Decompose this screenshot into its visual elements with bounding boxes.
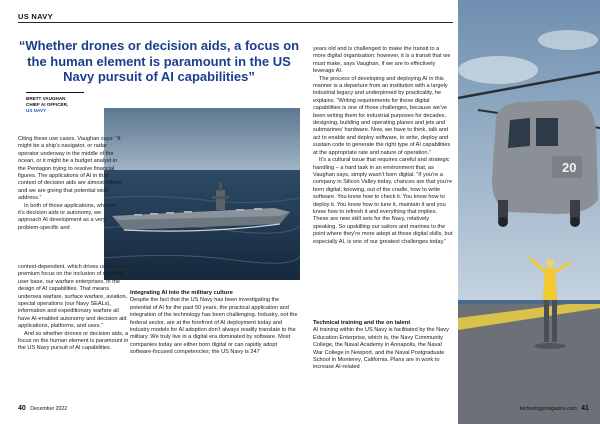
paragraph: It’s a cultural issue that requires careful and strategic handling – a hard task in an environment that, as Vaughan says, simply wasn’t born digital. “If you’re a company in Silicon Valley today, chances are that you’re born digital; knowing, out of the cradle, how to write software. You know how to check it. You know how to deploy it. You know how to tune it, maintain it and you know how to refresh it and everything that implies. These are new skill sets for the Navy, relatively speaking. So upskilling our sailors and marines to the point where they’re more adept at those digital skills, but especially AI, is one of our greatest challenges today.” <box>313 157 453 245</box>
footer-right <box>520 405 589 412</box>
column-1 <box>18 136 122 232</box>
column-3-continued <box>313 320 453 372</box>
pull-quote-headline: “Whether drones or decision aids, a focus on the human element is paramount in the US Navy pursuit of AI capabilities” <box>18 38 300 84</box>
page-number-left: 40 <box>18 405 26 412</box>
paragraph: And so whether drones or decision aids, a focus on the human element is paramount in the US Navy pursuit of AI capabilities. <box>18 330 129 352</box>
section-rule <box>18 22 453 23</box>
section-tag: US NAVY <box>18 12 53 21</box>
column-1-continued <box>18 264 129 353</box>
byline-title: CHIEF AI OFFICER, <box>26 102 69 107</box>
paragraph: The process of developing and deploying AI in this manner is a departure from an institution with a largely industrial legacy and underpinned by practicality, he explains. “Writing requirements for those digital capabilities is one of those challenges, because we’ve been writing them for industrial purposes for decades, designing, building and operating planes and jets and submarines’ hardware. Now, we have to think, talk and act to enable and deploy software, to write, deploy and sustain code to generate the right type of AI capabilities at the appropriate rate and nature of operation.” <box>313 75 451 156</box>
page-number-right: 41 <box>581 405 589 412</box>
byline-org: US NAVY <box>26 108 47 113</box>
paragraph: context-dependent, which drives us to put a premium focus on the inclusion of our core user base, our warfare enterprises, in the design of AI capabilities. That means undersea warfare, surface warfare, aviation, special operations (our Navy SEALs), information and expeditionary warfare all have AI-enabled autonomy and decision aid applications, platforms, and uses.” <box>18 264 128 330</box>
subheading: Technical training and the on talent <box>313 320 411 326</box>
column-3 <box>313 46 453 246</box>
paragraph: Citing these use cases, Vaughan says: “It might be a ship’s navigator, or radar operator underway in the middle of the ocean, or it might be a budget analyst in the Pentagon trying to resolve financial figures. The applications of AI in that context of decision aids are almost infinite and we are giving that potential wide address.” <box>18 136 122 202</box>
byline <box>26 92 84 114</box>
column-2 <box>130 290 300 357</box>
paragraph: AI training within the US Navy is facilitated by the Navy Education Enterprise, which is, the Navy Community College, the Naval Academy in Annapolis, the Naval War College in Newport, and the Naval Postgraduate School in Monterey, California. Plans are in work to increase AI-related <box>313 327 449 371</box>
helicopter-number: 20 <box>562 160 577 175</box>
footer-left <box>18 405 67 412</box>
paragraph: Despite the fact that the US Navy has been investigating the potential of AI for the past 50 years, the practical application and integration of the technology has been challenging. Industry, not the federal sector, are at the forefront of AI deployment today and industry models for AI adoption don’t always readily translate to the military. We truly live in a digital era dominated by software. Most companies today are either born digital or can rapidly adopt software-focused competencies; the US Navy is 247 <box>130 297 298 356</box>
issue-date: December 2022 <box>30 406 68 412</box>
paragraph: years old and is challenged to make the transit to a more digital organisation; however, it is a transit that we must make, says Vaughan, if we are to effectively leverage AI. <box>313 46 451 75</box>
helicopter-deck-photo <box>458 0 600 424</box>
byline-name: BRETT VAUGHAN <box>26 96 66 101</box>
paragraph: In both of those applications, whether it’s decision aids or autonomy, we approach AI development as a very problem-specific and <box>18 202 117 231</box>
subheading: Integrating AI into the military culture <box>130 290 233 296</box>
site-url: technologymagazine.com <box>520 406 577 412</box>
aircraft-carrier-photo <box>104 108 300 280</box>
